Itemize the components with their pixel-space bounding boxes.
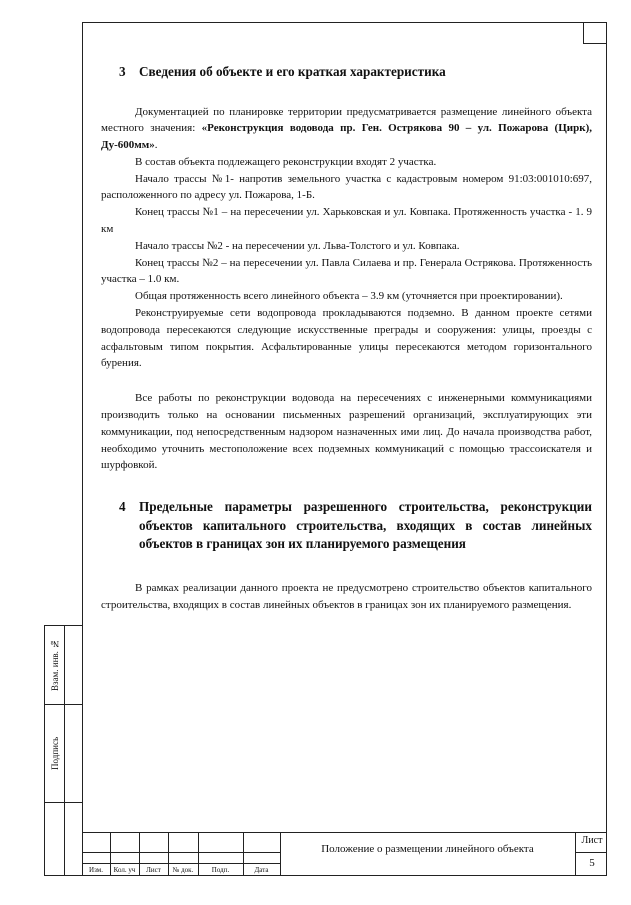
stamp-col-doc: № док. <box>172 866 194 874</box>
page-frame <box>82 22 607 876</box>
stamp-col-list: Лист <box>146 866 161 874</box>
section-3-number: 3 <box>119 64 126 79</box>
paragraph: В рамках реализации данного проекта не предусмотрено строительство объектов капитального строительства, входящих в состав линейных объектов в границах зон их планируемого размещения. <box>101 581 592 611</box>
vzam-inv-label: Взам. инв. № <box>50 638 60 692</box>
paragraph: Начало трассы №1- напротив земельного участка с кадастровым номером 91:03:001010:697, расположенного по адресу ул. Пожарова, 1-Б. <box>101 172 592 202</box>
document-title: Положение о размещении линейного объекта <box>321 843 534 855</box>
side-approval-strip <box>44 625 82 876</box>
paragraph: Общая протяженность всего линейного объекта – 3.9 км (уточняется при проектировании). <box>135 290 563 303</box>
section-4-heading <box>101 498 592 554</box>
stamp-col-podp: Подп. <box>211 866 230 874</box>
paragraph: Конец трассы №2 – на пересечении ул. Павла Силаева и пр. Генерала Острякова. Протяженность участка – 1.0 км. <box>101 256 592 286</box>
object-name: «Реконструкция водовода пр. Ген. Острякова 90 – ул. Пожарова (Цирк), Ду-600мм» <box>101 122 592 152</box>
stamp-col-izm: Изм. <box>89 866 103 874</box>
corner-box <box>583 22 607 44</box>
stamp-col-data: Дата <box>254 866 269 874</box>
stamp-col-kol-uch: Кол. уч <box>113 866 136 874</box>
paragraph: Все работы по реконструкции водовода на пересечениях с инженерными коммуникациями производить только на основании письменных разрешений организаций, эксплуатирующих эти коммуникации, под непосредственным надзором назначенных ими лиц. До начала производства работ, необходимо уточнить местоположение всех подземных коммуникаций с помощью трассоискателя и шурфовкой. <box>101 392 592 472</box>
paragraph: Реконструируемые сети водопровода прокладываются подземно. В данном проекте сетями водопровода пересекаются следующие искусственные преграды и сооружения: улицы, проезды с асфальтовым типом покрытия. Асфальтированные улицы пересекаются методом горизонтального бурения. <box>101 307 592 370</box>
title-block <box>82 832 607 876</box>
paragraph: В состав объекта подлежащего реконструкции входят 2 участка. <box>135 155 437 168</box>
sheet-number: 5 <box>589 857 595 869</box>
paragraph: Начало трассы №2 - на пересечении ул. Льва-Толстого и ул. Ковпака. <box>135 239 460 252</box>
paragraph: Конец трассы №1 – на пересечении ул. Харьковская и ул. Ковпака. Протяженность участка - 1. 9 км <box>101 206 592 236</box>
podpis-label: Подпись <box>50 736 60 770</box>
section-4-number: 4 <box>119 499 126 515</box>
section-3-title: Сведения об объекте и его краткая характеристика <box>139 64 446 79</box>
section-3-heading <box>101 63 592 82</box>
sheet-label: Лист <box>581 835 603 846</box>
section-4-title: Предельные параметры разрешенного строительства, реконструкции объектов капитального строительства, входящих в состав линейных объектов в границах зон их планируемого размещения <box>139 499 592 552</box>
paragraph: Документацией по планировке территории предусматривается размещение линейного объекта местного значения: «Реконструкция водовода пр. Ген. Острякова 90 – ул. Пожарова (Цирк), Ду-600мм». <box>101 105 592 152</box>
document-body <box>101 63 592 613</box>
